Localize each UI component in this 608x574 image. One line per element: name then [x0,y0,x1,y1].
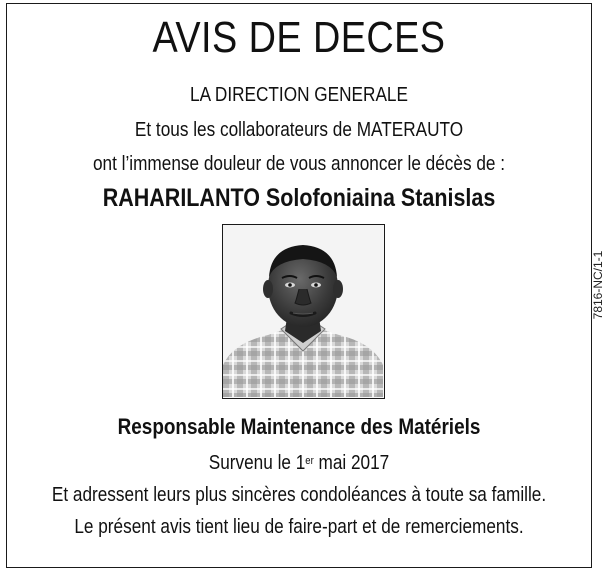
deceased-name: RAHARILANTO Solofoniaina Stanislas [102,184,496,212]
date-suffix: mai 2017 [313,452,390,474]
date-line [47,450,551,476]
portrait-photo [222,224,385,399]
notice-title: AVIS DE DECES [152,13,446,62]
direction-line: LA DIRECTION GENERALE [190,84,408,106]
collaborators-line: Et tous les collaborateurs de MATERAUTO [134,119,464,141]
date-superscript: er [305,455,314,467]
announcement-line: ont l’immense douleur de vous annoncer le décès de : [92,153,506,175]
condolences-line: Et adressent leurs plus sincères condoléances à toute sa famille. [51,484,547,506]
portrait-image [223,225,383,397]
notice-line: Le présent avis tient lieu de faire-part et de remerciements. [74,516,524,538]
deceased-role: Responsable Maintenance des Matériels [117,414,481,439]
reference-code: 7816-NC/1-1 [591,250,605,320]
date-prefix: Survenu le 1 [208,452,306,474]
